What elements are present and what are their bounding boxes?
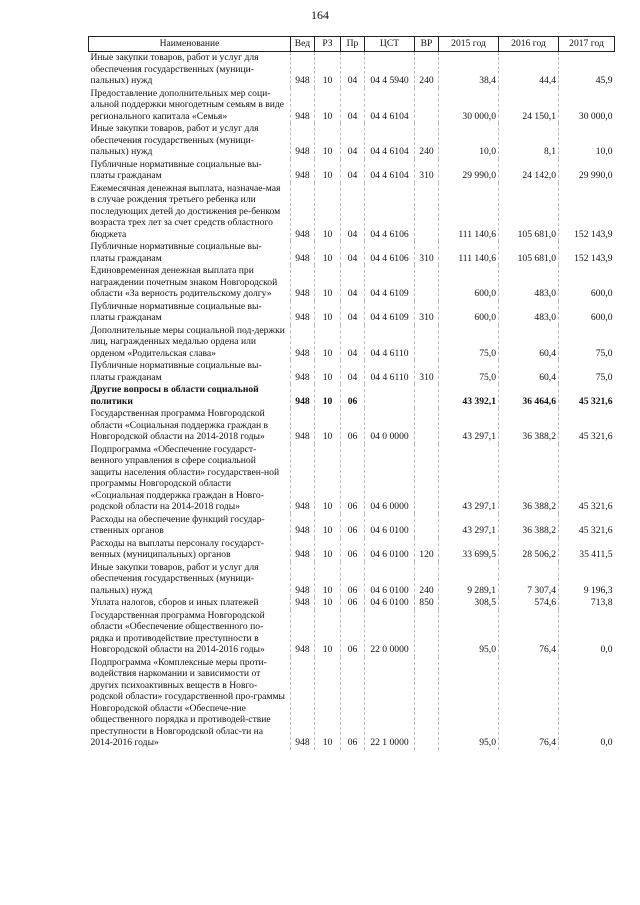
cell-vr	[415, 265, 439, 301]
cell-name: Другие вопросы в области социальной политики	[90, 384, 259, 407]
cell-ved: 948	[291, 444, 315, 514]
cell-rz: 10	[315, 610, 341, 657]
cell-2015: 600,0	[439, 301, 499, 325]
cell-cst: 04 6 0000	[365, 444, 415, 514]
table-row	[89, 610, 615, 657]
cell-2016: 483,0	[499, 265, 559, 301]
table-row	[89, 88, 615, 124]
table-row	[89, 241, 615, 265]
cell-rz: 10	[315, 241, 341, 265]
cell-name: Подпрограмма «Обеспечение государст-венного управления в сфере социальной защиты населения области» государствен-ной программы Новгородской области «Социальная поддержка граждан в Новго-родской области на 2014-2018 годы»	[90, 443, 280, 512]
cell-name: Расходы на выплаты персоналу государст-венных (муниципальных) органов	[90, 537, 264, 560]
cell-ved: 948	[291, 301, 315, 325]
header-vr: ВР	[415, 37, 439, 52]
cell-2015: 38,4	[439, 52, 499, 88]
cell-ved: 948	[291, 657, 315, 750]
table-row	[89, 384, 615, 408]
cell-ved: 948	[291, 384, 315, 408]
cell-2015: 43 297,1	[439, 444, 499, 514]
cell-rz: 10	[315, 183, 341, 242]
cell-2017: 45 321,6	[559, 514, 615, 538]
cell-2015: 43 297,1	[439, 408, 499, 444]
header-2015: 2015 год	[439, 37, 499, 52]
cell-2016: 483,0	[499, 301, 559, 325]
cell-2016: 36 388,2	[499, 514, 559, 538]
cell-rz: 10	[315, 360, 341, 384]
cell-cst: 04 4 6110	[365, 360, 415, 384]
cell-ved: 948	[291, 562, 315, 598]
cell-rz: 10	[315, 384, 341, 408]
table-row	[89, 301, 615, 325]
cell-pr: 04	[341, 183, 365, 242]
cell-ved: 948	[291, 123, 315, 159]
cell-cst: 04 6 0100	[365, 514, 415, 538]
cell-2017: 75,0	[559, 360, 615, 384]
cell-2017: 35 411,5	[559, 538, 615, 562]
cell-ved: 948	[291, 183, 315, 242]
cell-vr	[415, 657, 439, 750]
cell-name: Государственная программа Новгородской области «Социальная поддержка граждан в Новгородской области на 2014-2018 годы»	[90, 408, 269, 442]
cell-2016: 44,4	[499, 52, 559, 88]
table-row	[89, 657, 615, 750]
cell-2016: 36 388,2	[499, 408, 559, 444]
cell-cst: 04 4 6104	[365, 159, 415, 183]
cell-2015: 75,0	[439, 325, 499, 361]
page-number: 164	[311, 8, 329, 22]
cell-vr	[415, 384, 439, 408]
cell-2016: 36 464,6	[499, 384, 559, 408]
cell-cst: 04 4 6106	[365, 183, 415, 242]
cell-pr: 06	[341, 657, 365, 750]
cell-cst: 04 4 6104	[365, 88, 415, 124]
cell-ved: 948	[291, 52, 315, 88]
cell-2015: 308,5	[439, 597, 499, 610]
header-name: Наименование	[89, 37, 291, 52]
table-row	[89, 408, 615, 444]
cell-2016: 8,1	[499, 123, 559, 159]
cell-name: Иные закупки товаров, работ и услуг для обеспечения государственных (муници-пальных) нужд	[90, 561, 259, 596]
cell-pr: 06	[341, 444, 365, 514]
cell-cst: 04 6 0100	[365, 562, 415, 598]
header-rz: РЗ	[315, 37, 341, 52]
cell-vr	[415, 408, 439, 444]
cell-2017: 600,0	[559, 265, 615, 301]
cell-2016: 36 388,2	[499, 444, 559, 514]
cell-2015: 43 392,1	[439, 384, 499, 408]
cell-2017: 0,0	[559, 610, 615, 657]
cell-name: Публичные нормативные социальные вы-платы гражданам	[90, 158, 262, 181]
cell-rz: 10	[315, 159, 341, 183]
cell-2017: 0,0	[559, 657, 615, 750]
cell-pr: 04	[341, 241, 365, 265]
cell-2017: 9 196,3	[559, 562, 615, 598]
cell-ved: 948	[291, 88, 315, 124]
cell-name: Расходы на обеспечение функций государ-ственных органов	[90, 513, 265, 536]
cell-cst: 04 6 0100	[365, 538, 415, 562]
cell-ved: 948	[291, 360, 315, 384]
cell-2015: 111 140,6	[439, 241, 499, 265]
cell-pr: 04	[341, 159, 365, 183]
table-row	[89, 52, 615, 88]
cell-name: Предоставление дополнительных мер соци-альной поддержки многодетным семьям в виде регионального капитала «Семья»	[90, 87, 285, 122]
cell-2017: 10,0	[559, 123, 615, 159]
cell-2015: 95,0	[439, 610, 499, 657]
cell-ved: 948	[291, 265, 315, 301]
cell-cst: 04 4 6109	[365, 301, 415, 325]
cell-2015: 29 990,0	[439, 159, 499, 183]
header-pr: Пр	[341, 37, 365, 52]
cell-cst: 04 4 5940	[365, 52, 415, 88]
cell-pr: 04	[341, 52, 365, 88]
cell-2016: 76,4	[499, 610, 559, 657]
cell-pr: 06	[341, 610, 365, 657]
table-row	[89, 444, 615, 514]
cell-2015: 95,0	[439, 657, 499, 750]
cell-vr: 310	[415, 360, 439, 384]
cell-2016: 105 681,0	[499, 241, 559, 265]
cell-vr: 310	[415, 241, 439, 265]
cell-pr: 04	[341, 301, 365, 325]
cell-rz: 10	[315, 597, 341, 610]
cell-name: Публичные нормативные социальные вы-платы гражданам	[90, 300, 262, 323]
header-cst: ЦСТ	[365, 37, 415, 52]
cell-cst: 04 4 6109	[365, 265, 415, 301]
cell-rz: 10	[315, 325, 341, 361]
cell-vr: 120	[415, 538, 439, 562]
cell-name: Единовременная денежная выплата при награждении почетным знаком Новгородской области «За верность родительскому долгу»	[90, 265, 278, 299]
cell-2017: 152 143,9	[559, 241, 615, 265]
cell-2015: 75,0	[439, 360, 499, 384]
cell-2015: 30 000,0	[439, 88, 499, 124]
table-row	[89, 183, 615, 242]
table-row	[89, 538, 615, 562]
cell-2016: 574,6	[499, 597, 559, 610]
cell-2016: 24 150,1	[499, 88, 559, 124]
cell-name: Публичные нормативные социальные вы-платы гражданам	[90, 241, 262, 264]
table-row	[89, 325, 615, 361]
cell-rz: 10	[315, 265, 341, 301]
cell-rz: 10	[315, 301, 341, 325]
cell-name: Ежемесячная денежная выплата, назначае-мая в случае рождения третьего ребенка или последующих детей до достижения ре-бенком возраста трех лет за счет средств областного бюджета	[90, 182, 281, 240]
table-row	[89, 360, 615, 384]
cell-2017: 29 990,0	[559, 159, 615, 183]
cell-2017: 45 321,6	[559, 384, 615, 408]
cell-cst: 04 6 0100	[365, 597, 415, 610]
cell-pr: 04	[341, 123, 365, 159]
cell-2015: 111 140,6	[439, 183, 499, 242]
cell-pr: 06	[341, 597, 365, 610]
cell-ved: 948	[291, 538, 315, 562]
cell-vr	[415, 610, 439, 657]
cell-cst: 22 1 0000	[365, 657, 415, 750]
cell-2016: 7 307,4	[499, 562, 559, 598]
table-body	[89, 52, 615, 750]
cell-rz: 10	[315, 657, 341, 750]
cell-pr: 06	[341, 562, 365, 598]
cell-ved: 948	[291, 514, 315, 538]
cell-2015: 33 699,5	[439, 538, 499, 562]
cell-vr	[415, 183, 439, 242]
cell-2016: 105 681,0	[499, 183, 559, 242]
cell-2016: 76,4	[499, 657, 559, 750]
cell-cst: 22 0 0000	[365, 610, 415, 657]
cell-2017: 75,0	[559, 325, 615, 361]
cell-ved: 948	[291, 610, 315, 657]
cell-vr: 240	[415, 52, 439, 88]
cell-vr	[415, 88, 439, 124]
cell-cst: 04 0 0000	[365, 408, 415, 444]
cell-cst	[365, 384, 415, 408]
cell-2015: 600,0	[439, 265, 499, 301]
cell-2017: 45,9	[559, 52, 615, 88]
cell-rz: 10	[315, 408, 341, 444]
cell-name: Иные закупки товаров, работ и услуг для обеспечения государственных (муници-пальных) нужд	[90, 52, 259, 86]
header-2017: 2017 год	[559, 37, 615, 52]
cell-pr: 06	[341, 384, 365, 408]
table-row	[89, 562, 615, 598]
cell-name: Иные закупки товаров, работ и услуг для обеспечения государственных (муници-пальных) нужд	[90, 123, 259, 157]
cell-2015: 43 297,1	[439, 514, 499, 538]
cell-2017: 45 321,6	[559, 444, 615, 514]
cell-vr	[415, 325, 439, 361]
cell-rz: 10	[315, 52, 341, 88]
cell-rz: 10	[315, 123, 341, 159]
table-header-row	[89, 37, 615, 52]
cell-pr: 04	[341, 88, 365, 124]
cell-cst: 04 4 6110	[365, 325, 415, 361]
cell-vr: 240	[415, 123, 439, 159]
cell-2015: 10,0	[439, 123, 499, 159]
cell-vr	[415, 514, 439, 538]
cell-2017: 30 000,0	[559, 88, 615, 124]
cell-2017: 600,0	[559, 301, 615, 325]
cell-pr: 04	[341, 265, 365, 301]
cell-name: Подпрограмма «Комплексные меры проти-водействия наркомании и зависимости от других психоактивных веществ в Новго-родской области» государственной про-граммы Новгородской области «Обеспече-ние общественного порядка и противодей-ствие преступности в Новгородской облас-ти на 2014-2016 годы»	[90, 656, 285, 748]
cell-pr: 04	[341, 325, 365, 361]
cell-name: Уплата налогов, сборов и иных платежей	[90, 597, 259, 608]
cell-2017: 713,8	[559, 597, 615, 610]
cell-vr: 310	[415, 159, 439, 183]
cell-2015: 9 289,1	[439, 562, 499, 598]
table-row	[89, 123, 615, 159]
cell-rz: 10	[315, 444, 341, 514]
cell-ved: 948	[291, 159, 315, 183]
cell-ved: 948	[291, 597, 315, 610]
cell-pr: 04	[341, 360, 365, 384]
table-row	[89, 159, 615, 183]
header-ved: Вед	[291, 37, 315, 52]
cell-vr	[415, 444, 439, 514]
cell-name: Дополнительные меры социальной под-держки лиц, награжденных медалью ордена или орденом «Родительская слава»	[90, 324, 285, 359]
cell-vr: 240	[415, 562, 439, 598]
header-2016: 2016 год	[499, 37, 559, 52]
cell-ved: 948	[291, 325, 315, 361]
cell-2016: 28 506,2	[499, 538, 559, 562]
table-row	[89, 597, 615, 610]
cell-ved: 948	[291, 241, 315, 265]
cell-rz: 10	[315, 562, 341, 598]
table-row	[89, 265, 615, 301]
cell-rz: 10	[315, 514, 341, 538]
cell-pr: 06	[341, 408, 365, 444]
cell-2017: 45 321,6	[559, 408, 615, 444]
table-row	[89, 514, 615, 538]
cell-2016: 60,4	[499, 325, 559, 361]
cell-pr: 06	[341, 514, 365, 538]
cell-cst: 04 4 6104	[365, 123, 415, 159]
cell-rz: 10	[315, 538, 341, 562]
cell-vr: 850	[415, 597, 439, 610]
cell-2016: 24 142,0	[499, 159, 559, 183]
cell-vr: 310	[415, 301, 439, 325]
cell-name: Публичные нормативные социальные вы-платы гражданам	[90, 360, 262, 383]
cell-cst: 04 4 6106	[365, 241, 415, 265]
cell-ved: 948	[291, 408, 315, 444]
cell-name: Государственная программа Новгородской области «Обеспечение общественного по-рядка и противодействие преступности в Новгородской области на 2014-2016 годы»	[90, 609, 265, 655]
cell-rz: 10	[315, 88, 341, 124]
budget-table	[88, 36, 615, 750]
cell-pr: 06	[341, 538, 365, 562]
cell-2017: 152 143,9	[559, 183, 615, 242]
cell-2016: 60,4	[499, 360, 559, 384]
